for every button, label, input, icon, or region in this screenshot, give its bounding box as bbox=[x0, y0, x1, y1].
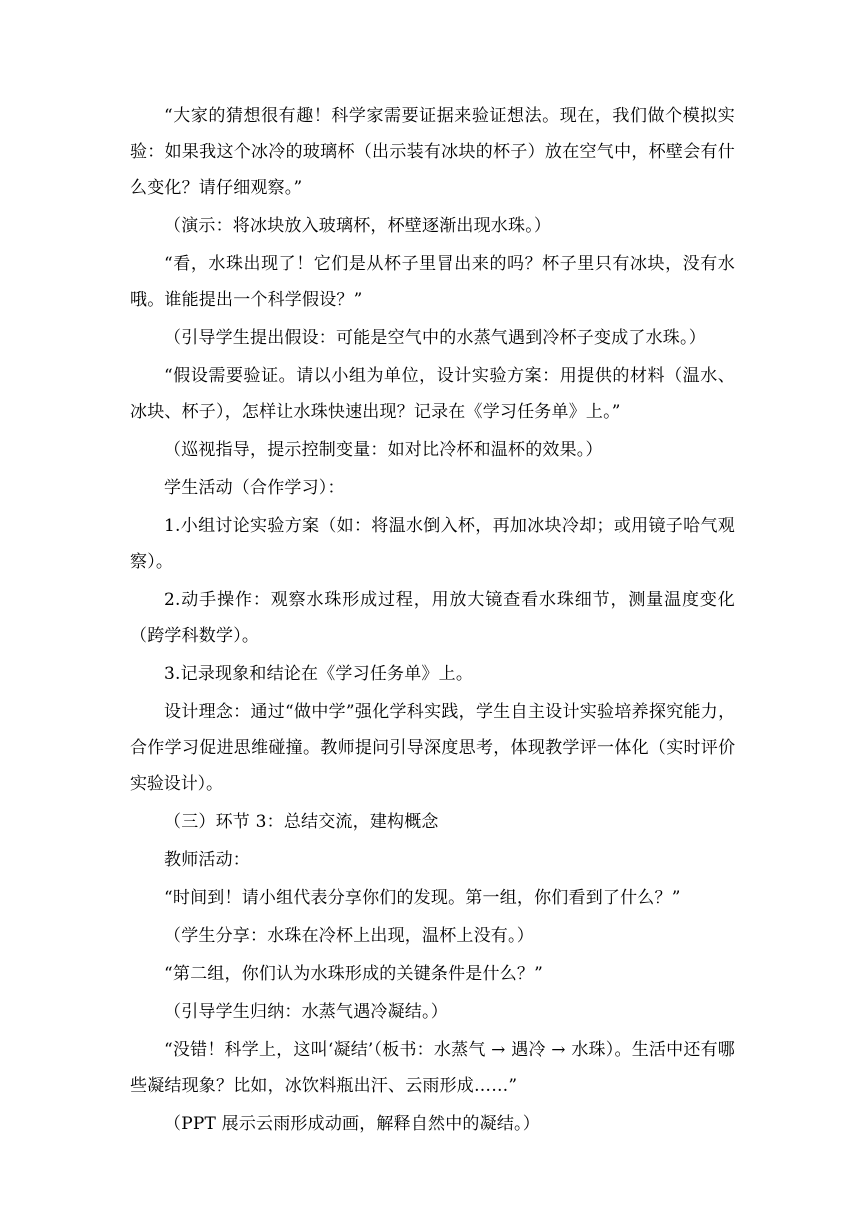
paragraph: （学生分享：水珠在冷杯上出现，温杯上没有。） bbox=[164, 926, 534, 946]
list-item: 2.动手操作：观察水珠形成过程，用放大镜查看水珠细节，测量温度变化（跨学科数学）。 bbox=[130, 590, 735, 646]
paragraph: “时间到！请小组代表分享你们的发现。第一组，你们看到了什么？” bbox=[164, 888, 681, 908]
paragraph: “看，水珠出现了！它们是从杯子里冒出来的吗？杯子里只有冰块，没有水哦。谁能提出一个科学假设？” bbox=[130, 254, 735, 310]
section-heading: （三）环节 3：总结交流，建构概念 bbox=[164, 812, 439, 832]
list-item: 3.记录现象和结论在《学习任务单》上。 bbox=[164, 664, 474, 684]
paragraph: “第二组，你们认为水珠形成的关键条件是什么？” bbox=[164, 964, 543, 984]
list-item: 1.小组讨论实验方案（如：将温水倒入杯，再加冰块冷却；或用镜子哈气观察）。 bbox=[130, 516, 735, 572]
paragraph: “没错！科学上，这叫‘凝结’（板书：水蒸气 → 遇冷 → 水珠）。生活中还有哪些凝结现象？比如，冰饮料瓶出汗、云雨形成……” bbox=[130, 1040, 735, 1096]
paragraph: 教师活动： bbox=[164, 850, 250, 870]
paragraph: （演示：将冰块放入玻璃杯，杯壁逐渐出现水珠。） bbox=[164, 216, 552, 236]
paragraph: “假设需要验证。请以小组为单位，设计实验方案：用提供的材料（温水、冰块、杯子），怎样让水珠快速出现？记录在《学习任务单》上。” bbox=[130, 366, 735, 422]
paragraph: （PPT 展示云雨形成动画，解释自然中的凝结。） bbox=[164, 1114, 540, 1134]
paragraph: （引导学生归纳：水蒸气遇冷凝结。） bbox=[164, 1002, 448, 1022]
paragraph: 设计理念：通过“做中学”强化学科实践，学生自主设计实验培养探究能力，合作学习促进思维碰撞。教师提问引导深度思考，体现教学评一体化（实时评价实验设计）。 bbox=[130, 702, 735, 794]
paragraph: （巡视指导，提示控制变量：如对比冷杯和温杯的效果。） bbox=[164, 440, 603, 460]
paragraph: （引导学生提出假设：可能是空气中的水蒸气遇到冷杯子变成了水珠。） bbox=[164, 328, 706, 348]
paragraph: 学生活动（合作学习）： bbox=[164, 478, 345, 498]
paragraph: “大家的猜想很有趣！科学家需要证据来验证想法。现在，我们做个模拟实验：如果我这个冰冷的玻璃杯（出示装有冰块的杯子）放在空气中，杯壁会有什么变化？请仔细观察。” bbox=[130, 106, 735, 198]
document-body bbox=[130, 98, 735, 1144]
